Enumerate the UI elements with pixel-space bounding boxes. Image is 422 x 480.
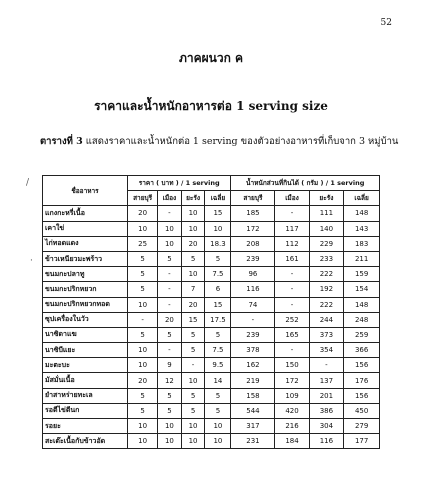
food-name-cell: ซุปเครื่องในวัว [43,312,128,327]
weight-header: น้ำหนักส่วนที่กินได้ ( กรัม ) / 1 serving [231,176,380,191]
table-row [43,327,380,342]
food-name-header: ชื่ออาหาร [43,176,128,206]
weight-cell: 216 [275,419,309,434]
table-caption-label: ตารางที่ 3 [40,136,83,147]
weight-cell: 116 [231,282,275,297]
price-cell: 5 [158,327,181,342]
weight-cell: 420 [275,403,309,418]
price-cell: 6 [205,282,231,297]
food-name-cell: มัสมั่นเนื้อ [43,373,128,388]
weight-cell: 239 [231,327,275,342]
price-weight-table [42,175,380,449]
weight-cell: 161 [275,251,309,266]
weight-cell: - [275,343,309,358]
price-cell: 25 [128,236,158,251]
price-cell: 10 [181,206,205,221]
table-caption-text: แสดงราคาและน้ำหนักต่อ 1 serving ของตัวอย่างอาหารที่เก็บจาก 3 หมู่บ้าน [85,136,399,147]
price-cell: 5 [128,388,158,403]
price-cell: - [181,358,205,373]
weight-cell: 158 [231,388,275,403]
weight-cell: 112 [275,236,309,251]
price-cell: 9.5 [205,358,231,373]
price-cell: 7 [181,282,205,297]
weight-cell: 148 [344,297,380,312]
weight-cell: - [275,267,309,282]
column-header: เฉลี่ย [205,191,231,206]
weight-cell: 109 [275,388,309,403]
section-subtitle: ราคาและน้ำหนักอาหารต่อ 1 serving size [94,99,328,113]
price-cell: 10 [128,419,158,434]
price-cell: 10 [181,419,205,434]
price-cell: 10 [128,297,158,312]
weight-cell: 317 [231,419,275,434]
table-row [43,403,380,418]
price-cell: 5 [181,403,205,418]
price-cell: 5 [158,251,181,266]
weight-cell: 140 [309,221,344,236]
weight-cell: 156 [344,388,380,403]
price-cell: 17.5 [205,312,231,327]
weight-cell: 378 [231,343,275,358]
price-cell: 15 [181,312,205,327]
weight-cell: - [275,206,309,221]
weight-cell: 192 [309,282,344,297]
food-name-cell: ยำสาหร่ายทะเล [43,388,128,403]
weight-cell: 354 [309,343,344,358]
margin-mark: / [26,178,30,188]
column-header: เมือง [275,191,309,206]
table-row [43,236,380,251]
price-cell: 10 [158,419,181,434]
price-cell: 5 [128,251,158,266]
weight-cell: 544 [231,403,275,418]
food-name-cell: รอยะ [43,419,128,434]
margin-mark: · [30,256,33,266]
weight-cell: 172 [275,373,309,388]
food-name-cell: ขนมกะปริกหยวกทอด [43,297,128,312]
price-cell: - [158,343,181,358]
weight-cell: 150 [275,358,309,373]
table-row [43,419,380,434]
weight-cell: 231 [231,434,275,449]
price-cell: 15 [205,206,231,221]
weight-cell: - [275,297,309,312]
weight-cell: 185 [231,206,275,221]
price-cell: 14 [205,373,231,388]
price-cell: - [158,206,181,221]
price-cell: 7.5 [205,267,231,282]
weight-cell: 229 [309,236,344,251]
weight-cell: 111 [309,206,344,221]
table-row [43,343,380,358]
price-cell: 5 [128,267,158,282]
weight-cell: 162 [231,358,275,373]
weight-cell: 208 [231,236,275,251]
weight-cell: 117 [275,221,309,236]
weight-cell: 154 [344,282,380,297]
table-row [43,434,380,449]
weight-cell: 156 [344,358,380,373]
weight-cell: 137 [309,373,344,388]
weight-cell: 259 [344,327,380,342]
weight-cell: 165 [275,327,309,342]
price-cell: 9 [158,358,181,373]
weight-cell: 219 [231,373,275,388]
column-header: ยะรัง [181,191,205,206]
column-header: ยะรัง [309,191,344,206]
column-header: สายบุรี [128,191,158,206]
price-cell: 10 [158,221,181,236]
table-row [43,267,380,282]
price-cell: 10 [128,343,158,358]
price-cell: 5 [181,327,205,342]
price-cell: 20 [158,312,181,327]
price-cell: 10 [181,267,205,282]
page-number: 52 [380,18,392,28]
weight-cell: 304 [309,419,344,434]
table-row [43,373,380,388]
weight-cell: 211 [344,251,380,266]
price-cell: - [158,267,181,282]
price-cell: 5 [205,403,231,418]
food-name-cell: ขนมกะปลาทู [43,267,128,282]
price-cell: 5 [205,388,231,403]
price-cell: 5 [181,343,205,358]
weight-cell: 183 [344,236,380,251]
price-cell: 12 [158,373,181,388]
price-cell: 5 [205,327,231,342]
price-cell: - [128,312,158,327]
food-name-cell: เคาใข่ [43,221,128,236]
price-cell: 10 [158,434,181,449]
weight-cell: 74 [231,297,275,312]
table-header-row [43,176,380,191]
table-row [43,297,380,312]
price-cell: 5 [205,251,231,266]
price-cell: 10 [128,221,158,236]
weight-cell: 116 [309,434,344,449]
weight-cell: 201 [309,388,344,403]
weight-cell: - [231,312,275,327]
price-cell: 10 [158,236,181,251]
price-cell: 18.3 [205,236,231,251]
weight-cell: 176 [344,373,380,388]
price-cell: 10 [181,373,205,388]
table-row [43,358,380,373]
table-row [43,221,380,236]
price-cell: 5 [128,282,158,297]
column-header: เมือง [158,191,181,206]
food-name-cell: สะเต๊ะเนื้อกับข้าวอัด [43,434,128,449]
food-name-cell: มะตะบะ [43,358,128,373]
weight-cell: 244 [309,312,344,327]
price-cell: 5 [158,388,181,403]
table-row [43,282,380,297]
price-cell: 10 [128,358,158,373]
column-header: เฉลี่ย [344,191,380,206]
price-cell: 5 [181,251,205,266]
price-cell: 10 [128,434,158,449]
weight-cell: 279 [344,419,380,434]
weight-cell: 366 [344,343,380,358]
food-name-cell: แกงกะหรี่เนื้อ [43,206,128,221]
table-caption [40,134,399,149]
table-row [43,251,380,266]
food-name-cell: นาซิบีแยะ [43,343,128,358]
price-cell: 20 [181,236,205,251]
food-name-cell: ขนมกะปริกหยวก [43,282,128,297]
table-body [43,206,380,449]
weight-cell: 159 [344,267,380,282]
price-cell: 7.5 [205,343,231,358]
price-cell: 20 [181,297,205,312]
table-row [43,206,380,221]
weight-cell: 177 [344,434,380,449]
price-cell: 10 [205,419,231,434]
price-cell: 5 [128,403,158,418]
weight-cell: 184 [275,434,309,449]
weight-cell: 233 [309,251,344,266]
price-cell: 5 [181,388,205,403]
price-cell: - [158,282,181,297]
weight-cell: 450 [344,403,380,418]
food-name-cell: ไก่ทอดแดง [43,236,128,251]
weight-cell: 373 [309,327,344,342]
price-header: ราคา ( บาท ) / 1 serving [128,176,231,191]
price-cell: 20 [128,206,158,221]
weight-cell: 222 [309,267,344,282]
food-name-cell: นาซิดาแฆ [43,327,128,342]
price-cell: 10 [205,221,231,236]
price-cell: 10 [181,221,205,236]
column-header: สายบุรี [231,191,275,206]
weight-cell: 222 [309,297,344,312]
price-cell: 15 [205,297,231,312]
food-name-cell: ข้าวเหนียวมะพร้าว [43,251,128,266]
price-cell: 5 [128,327,158,342]
weight-cell: 96 [231,267,275,282]
weight-cell: 143 [344,221,380,236]
appendix-title: ภาคผนวก ค [178,51,244,65]
price-cell: - [158,297,181,312]
weight-cell: 386 [309,403,344,418]
price-cell: 10 [181,434,205,449]
weight-cell: 248 [344,312,380,327]
table-row [43,312,380,327]
price-cell: 5 [158,403,181,418]
weight-cell: - [275,282,309,297]
table-row [43,388,380,403]
weight-cell: 172 [231,221,275,236]
price-cell: 20 [128,373,158,388]
weight-cell: 239 [231,251,275,266]
weight-cell: - [309,358,344,373]
price-cell: 10 [205,434,231,449]
weight-cell: 252 [275,312,309,327]
food-name-cell: รอตีไข่ตีนก [43,403,128,418]
weight-cell: 148 [344,206,380,221]
